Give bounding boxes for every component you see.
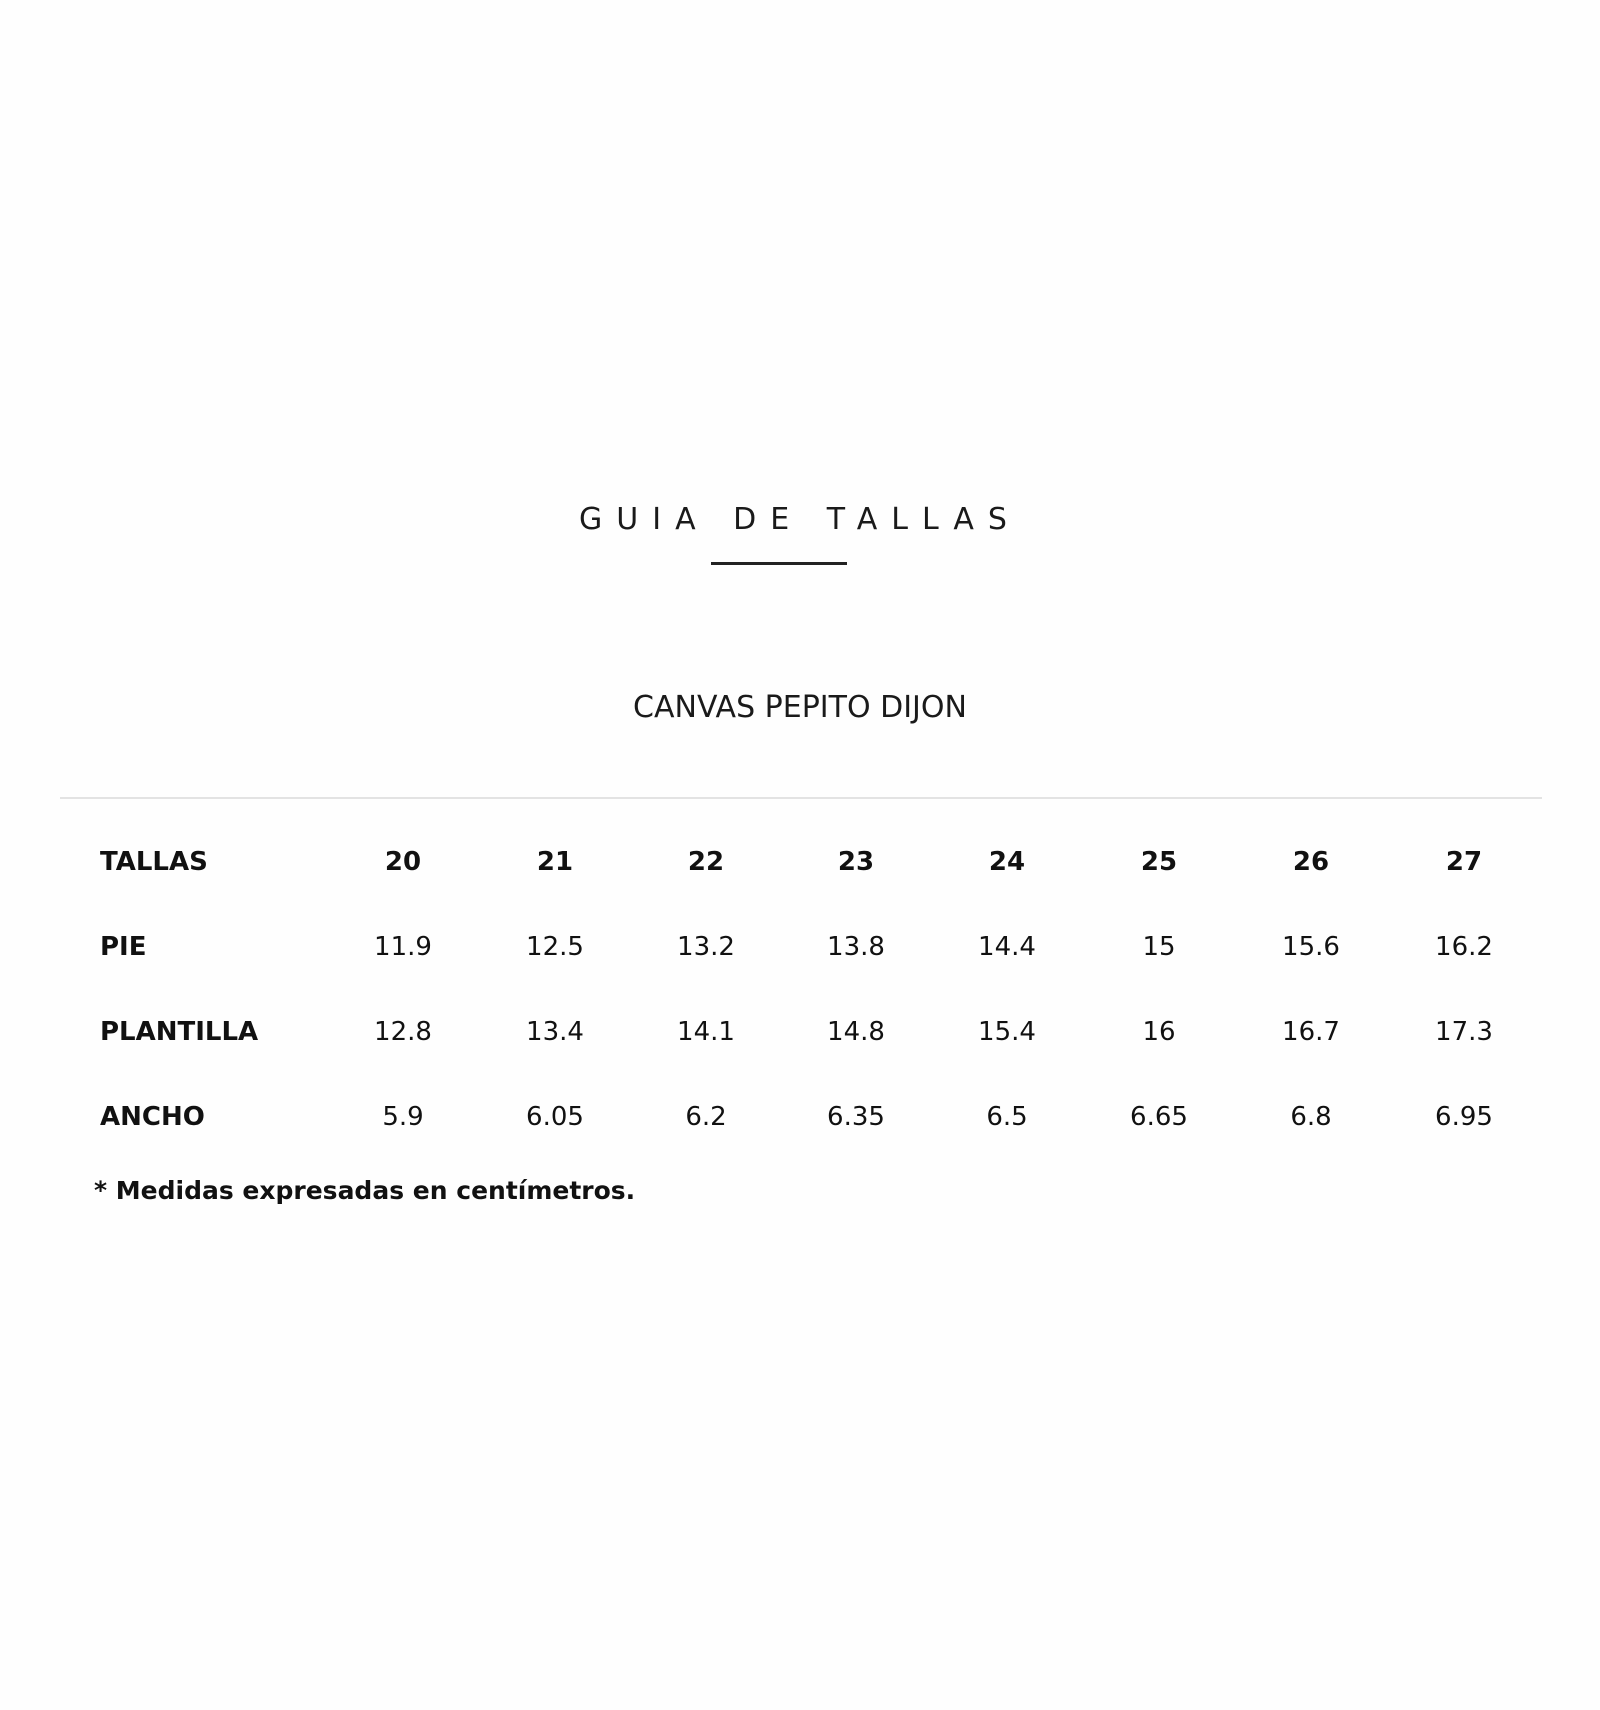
table-cell: 16.7 (1282, 1017, 1340, 1047)
size-header: 20 (384, 847, 422, 877)
table-cell: 5.9 (382, 1102, 424, 1132)
table-cell: 15.4 (978, 1017, 1036, 1047)
table-cell: 6.95 (1435, 1102, 1493, 1132)
table-cell: 15 (1142, 932, 1176, 962)
size-header: 24 (988, 847, 1026, 877)
row-label: PLANTILLA (100, 1017, 259, 1047)
table-header-row (100, 820, 1530, 905)
table-row-plantilla (100, 990, 1530, 1075)
table-cell: 14.8 (827, 1017, 885, 1047)
table-cell: 12.8 (374, 1017, 432, 1047)
table-cell: 15.6 (1282, 932, 1340, 962)
table-cell: 17.3 (1435, 1017, 1493, 1047)
table-divider (60, 797, 1542, 799)
table-cell: 6.05 (526, 1102, 584, 1132)
measurement-footnote: * Medidas expresadas en centímetros. (94, 1176, 636, 1205)
table-cell: 6.2 (685, 1102, 727, 1132)
header-label: TALLAS (100, 847, 208, 877)
table-cell: 14.1 (677, 1017, 735, 1047)
table-cell: 6.35 (827, 1102, 885, 1132)
table-cell: 13.2 (677, 932, 735, 962)
size-header: 21 (536, 847, 574, 877)
size-header: 23 (837, 847, 875, 877)
table-cell: 14.4 (978, 932, 1036, 962)
size-table (100, 820, 1530, 1160)
size-header: 26 (1292, 847, 1330, 877)
table-row-ancho (100, 1075, 1530, 1160)
table-cell: 16.2 (1435, 932, 1493, 962)
size-header: 25 (1140, 847, 1178, 877)
table-cell: 6.65 (1130, 1102, 1188, 1132)
size-guide-title: GUIA DE TALLAS (579, 502, 1021, 537)
table-cell: 16 (1142, 1017, 1176, 1047)
table-cell: 6.5 (986, 1102, 1028, 1132)
table-row-pie (100, 905, 1530, 990)
row-label: PIE (100, 932, 147, 962)
product-name: CANVAS PEPITO DIJON (633, 690, 967, 725)
table-cell: 13.8 (827, 932, 885, 962)
title-underline (711, 562, 847, 565)
table-cell: 13.4 (526, 1017, 584, 1047)
size-header: 27 (1445, 847, 1483, 877)
row-label: ANCHO (100, 1102, 205, 1132)
table-cell: 11.9 (374, 932, 432, 962)
size-header: 22 (687, 847, 725, 877)
table-cell: 12.5 (526, 932, 584, 962)
table-cell: 6.8 (1290, 1102, 1332, 1132)
